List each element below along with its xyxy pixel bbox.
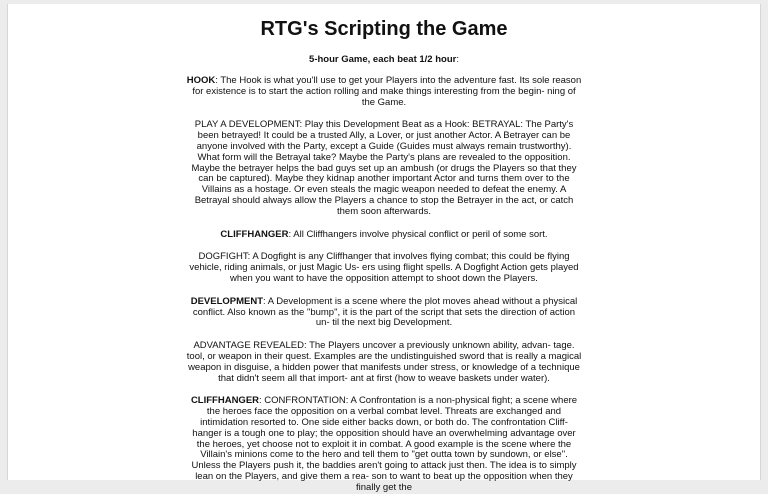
paragraph-text: : All Cliffhangers involve physical conflict or peril of some sort. (288, 228, 548, 240)
paragraph-text: DOGFIGHT: A Dogfight is any Cliffhanger that involves flying combat; this could be flying vehicle, riding animals, or just Magic Us- ers using flight spells. A Dogfight Action gets played when you want to have the opposition attempt to shoot down the Players. (189, 251, 579, 284)
paragraph-confrontation (187, 396, 582, 493)
document-page (7, 4, 761, 493)
paragraph-text: : The Hook is what you'll use to get your Players into the adventure fast. Its sole reason for existence is to start the action rolling and make things interesting from the begin- ning of the Game. (192, 75, 582, 108)
paragraph-development (187, 297, 582, 329)
paragraph-hook (187, 76, 582, 108)
paragraph-text: PLAY A DEVELOPMENT: Play this Development Beat as a Hook: BETRAYAL: The Party's been betrayed! It could be a trusted Ally, a Lover, or just another Actor. A Betrayer can be anyone involved with the Party, except a Guide (Guides must always remain trustworthy). What form will the Betrayal take? Maybe the Party's plans are revealed to the opposition. Maybe the betrayer helps the bad guys set up an ambush (or drugs the Players so that they can be captured). Maybe they kidnap another important Actor and turns them over to the Villains as a hostage. Or even steals the magic weapon needed to defeat the enemy. A Betrayal should always allow the Players a chance to stop the Betrayer in the act, or catch them soon afterwards. (191, 119, 577, 217)
subtitle-bold: 5-hour Game, each beat 1/2 hour (309, 54, 457, 65)
paragraph-text: ADVANTAGE REVEALED: The Players uncover a previously unknown ability, advan- tage. tool, or weapon in their quest. Examples are the undistinguished sword that is really a magical weapon in disguise, a hidden power that manifests under stress, or knowledge of a technique that didn't seem all that import- ant at first (how to weave baskets under water). (186, 340, 582, 384)
paragraph-betrayal (187, 120, 582, 217)
paragraph-text: : A Development is a scene where the plot moves ahead without a physical conflict. Also known as the "bump", it is the part of the script that sets the direction of action un- til the next big Development. (192, 295, 578, 329)
paragraph-label: CLIFFHANGER (220, 228, 289, 240)
paragraph-label: CLIFFHANGER (190, 395, 260, 407)
subtitle-tail: : (456, 54, 459, 65)
paragraph-text: : CONFRONTATION: A Confrontation is a non-physical fight; a scene where the heroes face the opposition on a verbal combat level. Threats are exchanged and intimidation resorted to. One side either backs down, or both do. The confrontation Cliff- hanger is a tough one to play; the opposition should have an overwhelming advantage over the heroes, yet choose not to exploit it in combat. A good example is the scene where the Villain's minions come to the hero and tell them to "get outta town by sundown, or else". Unless the Players push it, the baddies aren't going to attack just then. The idea is to simply lean on the Players, and give them a rea- son to want to beat up the opposition when they finally get the (191, 395, 578, 493)
document-subtitle (8, 54, 760, 65)
document-title: RTG's Scripting the Game (260, 18, 508, 40)
paragraph-label: HOOK (186, 75, 216, 86)
paragraph-label: DEVELOPMENT (190, 295, 264, 307)
paragraph-advantage-revealed (187, 341, 582, 384)
paragraph-dogfight (187, 252, 582, 284)
paragraph-cliffhanger (187, 230, 582, 241)
